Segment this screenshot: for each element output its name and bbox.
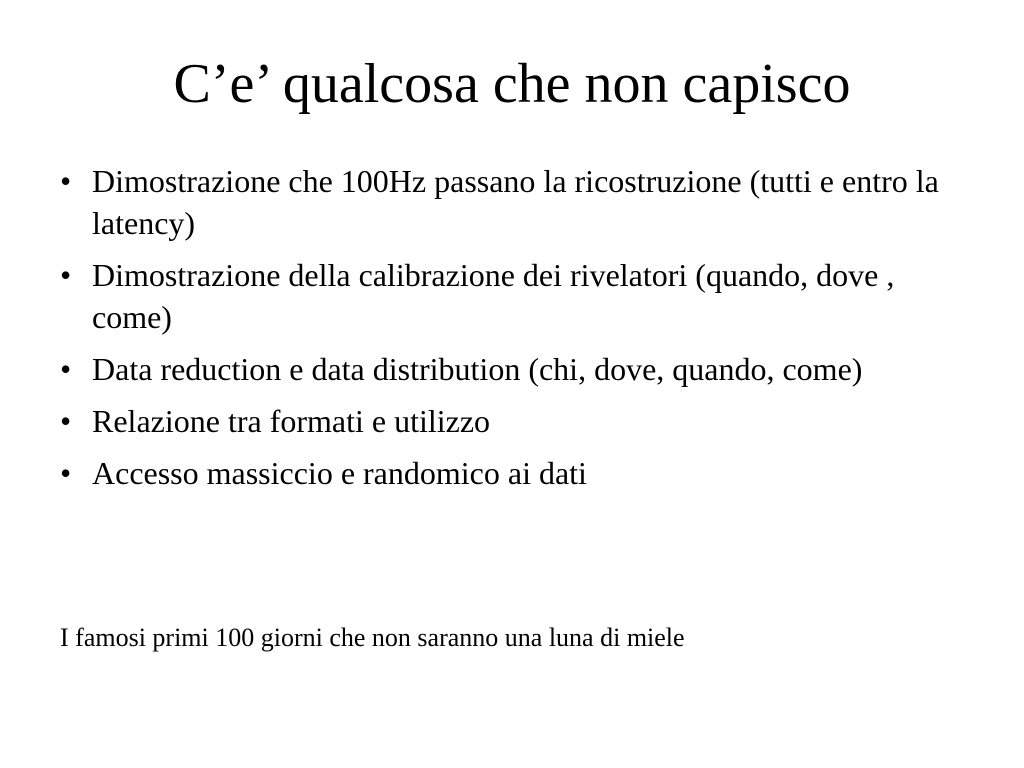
bullet-icon: •: [60, 163, 72, 199]
bullet-item: [60, 452, 960, 494]
bullet-text: Dimostrazione della calibrazione dei rivelatori (quando, dove , come): [92, 257, 895, 335]
bullet-icon: •: [60, 455, 72, 491]
bullet-icon: •: [60, 403, 72, 439]
bullet-item: [60, 400, 960, 442]
bullet-text: Relazione tra formati e utilizzo: [92, 403, 491, 439]
bullet-icon: •: [60, 257, 72, 293]
bullet-text: Accesso massiccio e randomico ai dati: [92, 455, 587, 491]
slide-title: C’e’ qualcosa che non capisco: [173, 53, 851, 115]
bullet-item: [60, 348, 960, 390]
bullet-text: Data reduction e data distribution (chi, dove, quando, come): [92, 351, 863, 387]
bullet-list: [60, 160, 960, 504]
bullet-text: Dimostrazione che 100Hz passano la ricostruzione (tutti e entro la latency): [92, 163, 939, 241]
bullet-item: [60, 160, 960, 244]
bullet-icon: •: [60, 351, 72, 387]
footer-note: I famosi primi 100 giorni che non saranno una luna di miele: [60, 623, 685, 652]
bullet-item: [60, 254, 960, 338]
